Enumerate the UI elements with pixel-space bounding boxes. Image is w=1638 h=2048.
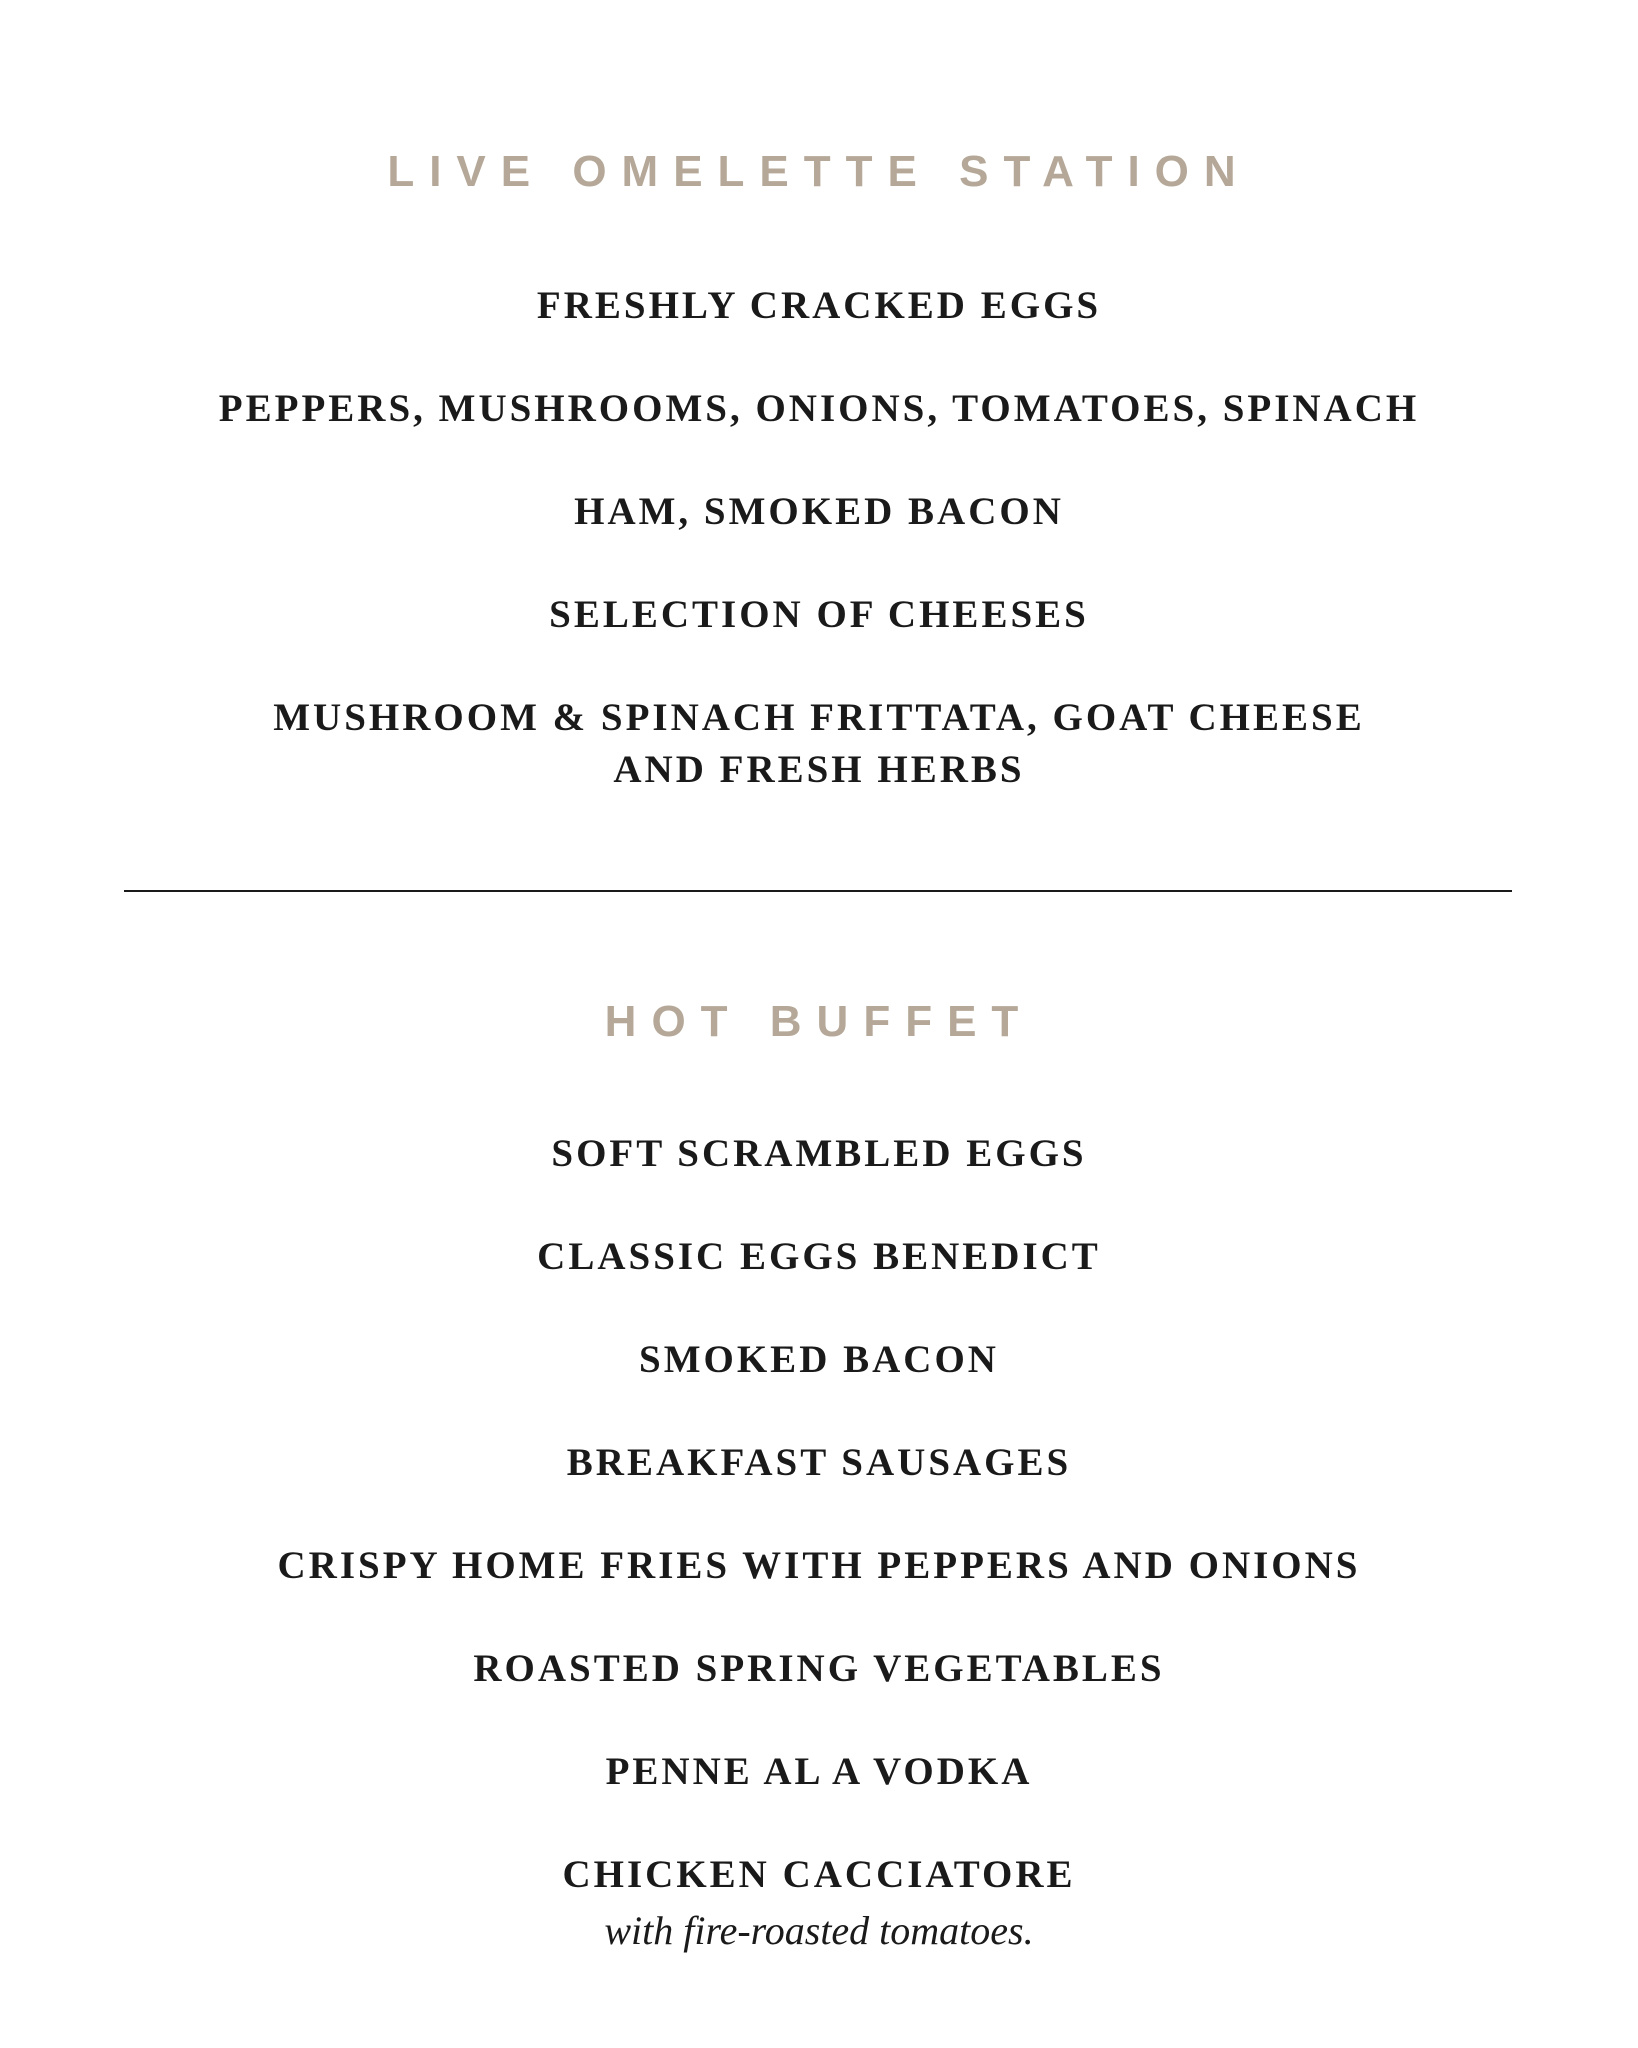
menu-item: SOFT SCRAMBLED EGGS <box>551 1132 1087 1175</box>
menu-item: SMOKED BACON <box>639 1338 999 1381</box>
menu-item: HAM, SMOKED BACON <box>574 490 1064 533</box>
menu-item: BREAKFAST SAUSAGES <box>566 1441 1072 1484</box>
menu-item: ROASTED SPRING VEGETABLES <box>473 1647 1165 1690</box>
menu-item: CLASSIC EGGS BENEDICT <box>537 1235 1101 1278</box>
menu-item-note: with fire-roasted tomatoes. <box>604 1908 1034 1953</box>
menu-item: SELECTION OF CHEESES <box>549 593 1089 636</box>
section-heading-hot-buffet: HOT BUFFET <box>604 997 1034 1046</box>
section-heading-live-omelette-station: LIVE OMELETTE STATION <box>387 147 1251 196</box>
section-divider <box>124 890 1512 892</box>
menu-item: PEPPERS, MUSHROOMS, ONIONS, TOMATOES, SPINACH <box>218 387 1420 430</box>
menu-item: CRISPY HOME FRIES WITH PEPPERS AND ONIONS <box>277 1544 1361 1587</box>
menu-item-continuation: AND FRESH HERBS <box>613 748 1025 791</box>
menu-item: MUSHROOM & SPINACH FRITTATA, GOAT CHEESE <box>273 696 1365 739</box>
menu-item: FRESHLY CRACKED EGGS <box>536 284 1102 327</box>
menu-item: PENNE AL A VODKA <box>605 1750 1033 1793</box>
menu-item: CHICKEN CACCIATORE <box>562 1853 1076 1896</box>
